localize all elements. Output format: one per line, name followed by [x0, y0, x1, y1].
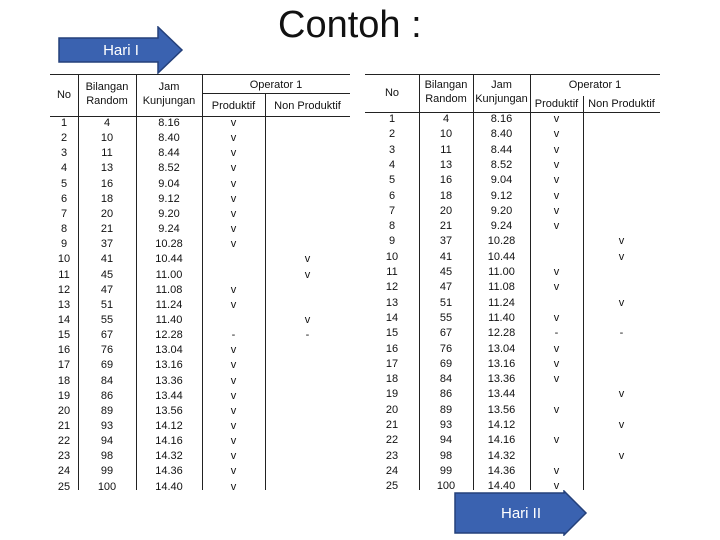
- cell-bilangan-random: 76: [100, 344, 114, 357]
- cell-bilangan-random: 47: [100, 283, 114, 296]
- cell-jam-kunjungan: 14.32: [487, 449, 516, 462]
- cell-bilangan-random: 11: [440, 143, 452, 156]
- table-row: [50, 389, 350, 404]
- cell-non-produktif: v: [304, 253, 311, 266]
- cell-produktif: v: [230, 207, 237, 220]
- table-top-line: [365, 74, 660, 75]
- header-non-produktif: Non Produktif: [588, 98, 655, 110]
- cell-produktif: v: [553, 266, 560, 278]
- cell-produktif: v: [553, 311, 560, 324]
- cell-jam-kunjungan: 12.28: [155, 329, 183, 342]
- arrow-hari-2: [454, 490, 588, 536]
- cell-bilangan-random: 99: [100, 465, 114, 478]
- cell-bilangan-random: 13: [100, 162, 114, 175]
- cell-no: 1: [60, 117, 68, 129]
- cell-jam-kunjungan: 9.20: [490, 204, 513, 217]
- cell-no: 8: [60, 223, 68, 236]
- cell-bilangan-random: 55: [100, 313, 114, 326]
- table-row: [50, 374, 350, 389]
- cell-no: 2: [60, 132, 68, 145]
- table-row: [365, 311, 660, 326]
- table-row: [365, 189, 660, 204]
- cell-non-produktif: v: [618, 296, 625, 309]
- table-row: [50, 161, 350, 176]
- cell-bilangan-random: 4: [103, 117, 111, 129]
- cell-no: 11: [58, 268, 70, 281]
- header-operator: Operator 1: [249, 79, 303, 91]
- cell-bilangan-random: 89: [439, 403, 453, 416]
- cell-produktif: v: [230, 192, 237, 205]
- cell-no: 3: [60, 147, 68, 160]
- cell-produktif: v: [230, 420, 237, 432]
- cell-jam-kunjungan: 12.28: [487, 327, 516, 340]
- cell-jam-kunjungan: 10.44: [155, 253, 183, 266]
- table-row: [50, 131, 350, 146]
- table-row: [365, 387, 660, 402]
- cell-jam-kunjungan: 11.40: [488, 311, 515, 324]
- cell-bilangan-random: 41: [439, 250, 453, 263]
- cell-produktif: v: [553, 128, 560, 141]
- cell-bilangan-random: 94: [439, 434, 453, 447]
- cell-non-produktif: v: [618, 419, 625, 431]
- cell-jam-kunjungan: 9.24: [490, 220, 513, 233]
- cell-no: 12: [385, 281, 399, 294]
- cell-non-produktif: v: [618, 235, 625, 248]
- header-jam-kunjungan: [136, 80, 202, 108]
- cell-no: 13: [57, 298, 71, 311]
- cell-jam-kunjungan: 8.52: [158, 162, 180, 175]
- cell-no: 6: [60, 192, 68, 205]
- header-no: No: [56, 89, 72, 101]
- table-row: [365, 449, 660, 464]
- cell-jam-kunjungan: 13.36: [155, 374, 183, 387]
- cell-jam-kunjungan: 8.52: [490, 158, 513, 171]
- cell-jam-kunjungan: 11.00: [155, 268, 183, 281]
- table-row: [50, 116, 350, 131]
- cell-no: 22: [57, 435, 71, 448]
- cell-produktif: v: [230, 404, 237, 417]
- cell-produktif: v: [230, 223, 237, 236]
- table-row: [365, 418, 660, 433]
- cell-non-produktif: v: [304, 313, 311, 326]
- cell-jam-kunjungan: 14.16: [487, 434, 516, 447]
- cell-no: 5: [388, 174, 396, 187]
- cell-no: 21: [57, 420, 71, 432]
- cell-no: 7: [388, 204, 396, 217]
- table-row: [365, 219, 660, 234]
- header-produktif: Produktif: [211, 100, 256, 112]
- cell-jam-kunjungan: 14.40: [487, 480, 516, 493]
- cell-bilangan-random: 37: [439, 235, 453, 248]
- cell-bilangan-random: 100: [436, 480, 456, 493]
- cell-bilangan-random: 4: [442, 113, 450, 125]
- cell-produktif: v: [553, 342, 560, 355]
- table-row: [365, 265, 660, 280]
- cell-jam-kunjungan: 13.16: [155, 359, 183, 372]
- cell-jam-kunjungan: 13.04: [155, 344, 183, 357]
- cell-produktif: v: [553, 220, 560, 233]
- cell-produktif: v: [553, 113, 560, 125]
- cell-no: 25: [57, 480, 71, 493]
- cell-produktif: v: [553, 403, 560, 416]
- cell-bilangan-random: 18: [100, 192, 114, 205]
- cell-bilangan-random: 13: [439, 158, 453, 171]
- cell-bilangan-random: 89: [100, 404, 114, 417]
- cell-bilangan-random: 18: [439, 189, 453, 202]
- cell-jam-kunjungan: 8.40: [490, 128, 513, 141]
- cell-produktif: v: [230, 283, 237, 296]
- cell-produktif: v: [230, 132, 237, 145]
- header-non-produktif: Non Produktif: [274, 100, 341, 112]
- cell-produktif: v: [230, 344, 237, 357]
- cell-non-produktif: v: [618, 388, 625, 401]
- table-row: [365, 127, 660, 142]
- table-row: [365, 204, 660, 219]
- cell-no: 8: [388, 220, 396, 233]
- table-row: [50, 480, 350, 495]
- cell-bilangan-random: 20: [439, 204, 453, 217]
- cell-no: 4: [60, 162, 68, 175]
- cell-no: 23: [57, 450, 71, 463]
- cell-bilangan-random: 67: [100, 329, 114, 342]
- cell-bilangan-random: 84: [439, 373, 453, 386]
- cell-no: 1: [388, 113, 396, 125]
- cell-no: 2: [388, 128, 396, 141]
- cell-bilangan-random: 37: [100, 238, 114, 251]
- cell-no: 6: [388, 189, 396, 202]
- table-row: [50, 419, 350, 434]
- cell-no: 18: [57, 374, 71, 387]
- cell-no: 15: [57, 329, 71, 342]
- cell-no: 3: [388, 143, 396, 156]
- cell-produktif: v: [230, 238, 237, 251]
- cell-jam-kunjungan: 9.04: [490, 174, 513, 187]
- cell-no: 12: [57, 283, 71, 296]
- cell-no: 7: [60, 207, 68, 220]
- cell-produktif: v: [553, 158, 560, 171]
- cell-jam-kunjungan: 13.44: [155, 389, 183, 402]
- header-jam-line1: Jam: [491, 79, 512, 91]
- cell-no: 20: [57, 404, 71, 417]
- cell-bilangan-random: 47: [439, 281, 453, 294]
- cell-jam-kunjungan: 9.24: [158, 223, 180, 236]
- table-row: [50, 146, 350, 161]
- cell-produktif: v: [553, 204, 560, 217]
- cell-no: 20: [385, 403, 399, 416]
- header-bilangan-line2: Random: [86, 95, 128, 107]
- header-jam-line2: Kunjungan: [142, 95, 196, 107]
- table-row: [365, 234, 660, 249]
- cell-bilangan-random: 11: [101, 147, 113, 160]
- table-row: [365, 326, 660, 341]
- table-row: [365, 479, 660, 494]
- cell-produktif: v: [230, 117, 237, 129]
- cell-no: 11: [386, 266, 398, 278]
- cell-bilangan-random: 16: [100, 177, 114, 190]
- cell-non-produktif: -: [305, 329, 310, 342]
- operator-underline: [202, 93, 350, 94]
- right-table: [365, 74, 660, 494]
- cell-no: 16: [57, 344, 71, 357]
- table-row: [50, 207, 350, 222]
- table-row: [365, 143, 660, 158]
- cell-bilangan-random: 10: [100, 132, 114, 145]
- cell-produktif: v: [230, 177, 237, 190]
- cell-jam-kunjungan: 14.12: [155, 420, 183, 432]
- cell-bilangan-random: 93: [439, 419, 453, 431]
- cell-non-produktif: v: [304, 268, 311, 281]
- cell-produktif: -: [231, 329, 236, 342]
- cell-jam-kunjungan: 8.40: [158, 132, 180, 145]
- cell-no: 5: [60, 177, 68, 190]
- cell-no: 19: [57, 389, 71, 402]
- table-row: [365, 296, 660, 311]
- cell-jam-kunjungan: 14.36: [155, 465, 183, 478]
- cell-jam-kunjungan: 10.44: [487, 250, 516, 263]
- arrow-hari-1-label: Hari I: [103, 41, 139, 59]
- cell-produktif: v: [553, 357, 560, 370]
- cell-jam-kunjungan: 13.16: [487, 357, 516, 370]
- cell-jam-kunjungan: 14.36: [487, 464, 516, 477]
- cell-bilangan-random: 84: [100, 374, 114, 387]
- header-bilangan-line2: Random: [425, 93, 467, 105]
- cell-non-produktif: v: [618, 250, 625, 263]
- cell-no: 14: [385, 311, 399, 324]
- cell-jam-kunjungan: 10.28: [155, 238, 183, 251]
- table-row: [50, 298, 350, 313]
- cell-no: 10: [385, 250, 399, 263]
- cell-jam-kunjungan: 14.12: [487, 419, 516, 431]
- cell-produktif: v: [230, 450, 237, 463]
- cell-no: 24: [385, 464, 399, 477]
- cell-produktif: v: [553, 189, 560, 202]
- cell-produktif: v: [553, 464, 560, 477]
- cell-produktif: v: [553, 281, 560, 294]
- header-jam-line2: Kunjungan: [475, 93, 528, 105]
- table-row: [365, 173, 660, 188]
- header-bilangan-line1: Bilangan: [424, 79, 468, 91]
- cell-jam-kunjungan: 11.08: [155, 283, 183, 296]
- cell-produktif: v: [553, 143, 560, 156]
- cell-bilangan-random: 55: [439, 311, 453, 324]
- cell-jam-kunjungan: 8.44: [158, 147, 180, 160]
- cell-bilangan-random: 45: [439, 266, 453, 278]
- cell-produktif: v: [230, 435, 237, 448]
- cell-produktif: v: [230, 359, 237, 372]
- cell-no: 10: [57, 253, 71, 266]
- cell-no: 16: [385, 342, 399, 355]
- cell-bilangan-random: 98: [439, 449, 453, 462]
- cell-jam-kunjungan: 8.16: [158, 117, 180, 129]
- cell-jam-kunjungan: 9.12: [490, 189, 513, 202]
- cell-bilangan-random: 16: [439, 174, 453, 187]
- cell-produktif: v: [553, 434, 560, 447]
- cell-no: 24: [57, 465, 71, 478]
- cell-jam-kunjungan: 14.40: [155, 480, 183, 493]
- table-row: [365, 464, 660, 479]
- cell-bilangan-random: 45: [100, 268, 114, 281]
- header-bilangan-random: [419, 78, 473, 106]
- cell-bilangan-random: 21: [439, 220, 453, 233]
- cell-jam-kunjungan: 13.56: [487, 403, 516, 416]
- table-row: [50, 434, 350, 449]
- cell-bilangan-random: 100: [97, 480, 117, 493]
- cell-no: 15: [385, 327, 399, 340]
- table-row: [365, 280, 660, 295]
- cell-jam-kunjungan: 9.12: [158, 192, 180, 205]
- table-row: [365, 112, 660, 127]
- table-row: [50, 404, 350, 419]
- cell-produktif: v: [553, 480, 560, 493]
- cell-bilangan-random: 86: [439, 388, 453, 401]
- cell-jam-kunjungan: 9.20: [158, 207, 180, 220]
- cell-jam-kunjungan: 14.32: [155, 450, 183, 463]
- cell-no: 13: [385, 296, 399, 309]
- cell-bilangan-random: 20: [100, 207, 114, 220]
- header-jam-line1: Jam: [158, 81, 180, 93]
- cell-jam-kunjungan: 11.40: [155, 313, 183, 326]
- header-no: No: [384, 87, 400, 99]
- cell-produktif: v: [230, 374, 237, 387]
- table-row: [50, 283, 350, 298]
- cell-bilangan-random: 69: [439, 357, 453, 370]
- table-row: [50, 222, 350, 237]
- cell-no: 14: [57, 313, 71, 326]
- cell-no: 9: [60, 238, 68, 251]
- cell-jam-kunjungan: 8.16: [490, 113, 513, 125]
- cell-produktif: v: [230, 465, 237, 478]
- table-row: [365, 158, 660, 173]
- cell-produktif: v: [553, 174, 560, 187]
- cell-non-produktif: v: [618, 449, 625, 462]
- cell-bilangan-random: 67: [439, 327, 453, 340]
- cell-bilangan-random: 10: [439, 128, 453, 141]
- header-operator: Operator 1: [568, 79, 622, 91]
- cell-produktif: v: [230, 480, 237, 493]
- cell-bilangan-random: 51: [100, 298, 114, 311]
- cell-no: 21: [385, 419, 399, 431]
- cell-no: 4: [388, 158, 396, 171]
- cell-produktif: v: [230, 147, 237, 160]
- cell-jam-kunjungan: 13.56: [155, 404, 183, 417]
- cell-produktif: v: [553, 373, 560, 386]
- cell-bilangan-random: 94: [100, 435, 114, 448]
- table-row: [50, 328, 350, 343]
- table-row: [365, 403, 660, 418]
- table-row: [365, 357, 660, 372]
- arrow-hari-1: [58, 26, 184, 74]
- table-row: [50, 268, 350, 283]
- table-row: [50, 177, 350, 192]
- cell-jam-kunjungan: 11.08: [488, 281, 515, 294]
- cell-produktif: v: [230, 389, 237, 402]
- cell-no: 17: [385, 357, 399, 370]
- cell-bilangan-random: 93: [100, 420, 114, 432]
- cell-no: 9: [388, 235, 396, 248]
- cell-no: 18: [385, 373, 399, 386]
- left-table: [50, 74, 350, 494]
- cell-jam-kunjungan: 11.24: [488, 296, 515, 309]
- cell-bilangan-random: 98: [100, 450, 114, 463]
- cell-non-produktif: -: [619, 327, 624, 340]
- cell-produktif: v: [230, 298, 237, 311]
- cell-no: 17: [57, 359, 71, 372]
- header-bilangan-random: [78, 80, 136, 108]
- header-jam-kunjungan: [473, 78, 530, 106]
- cell-jam-kunjungan: 13.36: [487, 373, 516, 386]
- table-top-line: [50, 74, 350, 75]
- cell-bilangan-random: 51: [439, 296, 453, 309]
- cell-bilangan-random: 41: [100, 253, 114, 266]
- cell-no: 25: [385, 480, 399, 493]
- table-row: [365, 433, 660, 448]
- table-row: [50, 449, 350, 464]
- cell-jam-kunjungan: 10.28: [487, 235, 516, 248]
- cell-jam-kunjungan: 11.24: [155, 298, 183, 311]
- table-row: [50, 343, 350, 358]
- cell-jam-kunjungan: 11.00: [488, 266, 515, 278]
- table-row: [50, 313, 350, 328]
- cell-bilangan-random: 69: [100, 359, 114, 372]
- header-produktif: Produktif: [534, 98, 579, 110]
- table-row: [50, 237, 350, 252]
- cell-bilangan-random: 21: [100, 223, 114, 236]
- table-row: [365, 342, 660, 357]
- cell-jam-kunjungan: 9.04: [158, 177, 180, 190]
- cell-no: 23: [385, 449, 399, 462]
- page-title: Contoh :: [278, 4, 422, 46]
- table-row: [50, 358, 350, 373]
- cell-jam-kunjungan: 13.44: [487, 388, 516, 401]
- table-row: [50, 464, 350, 479]
- header-bilangan-line1: Bilangan: [85, 81, 129, 93]
- cell-no: 19: [385, 388, 399, 401]
- cell-produktif: v: [230, 162, 237, 175]
- table-row: [365, 372, 660, 387]
- cell-jam-kunjungan: 14.16: [155, 435, 183, 448]
- table-row: [50, 192, 350, 207]
- table-row: [50, 252, 350, 267]
- arrow-hari-2-label: Hari II: [500, 504, 541, 522]
- cell-jam-kunjungan: 8.44: [490, 143, 513, 156]
- cell-bilangan-random: 76: [439, 342, 453, 355]
- cell-bilangan-random: 86: [100, 389, 114, 402]
- cell-produktif: -: [554, 327, 559, 340]
- cell-no: 22: [385, 434, 399, 447]
- cell-bilangan-random: 99: [439, 464, 453, 477]
- cell-jam-kunjungan: 13.04: [487, 342, 516, 355]
- table-row: [365, 250, 660, 265]
